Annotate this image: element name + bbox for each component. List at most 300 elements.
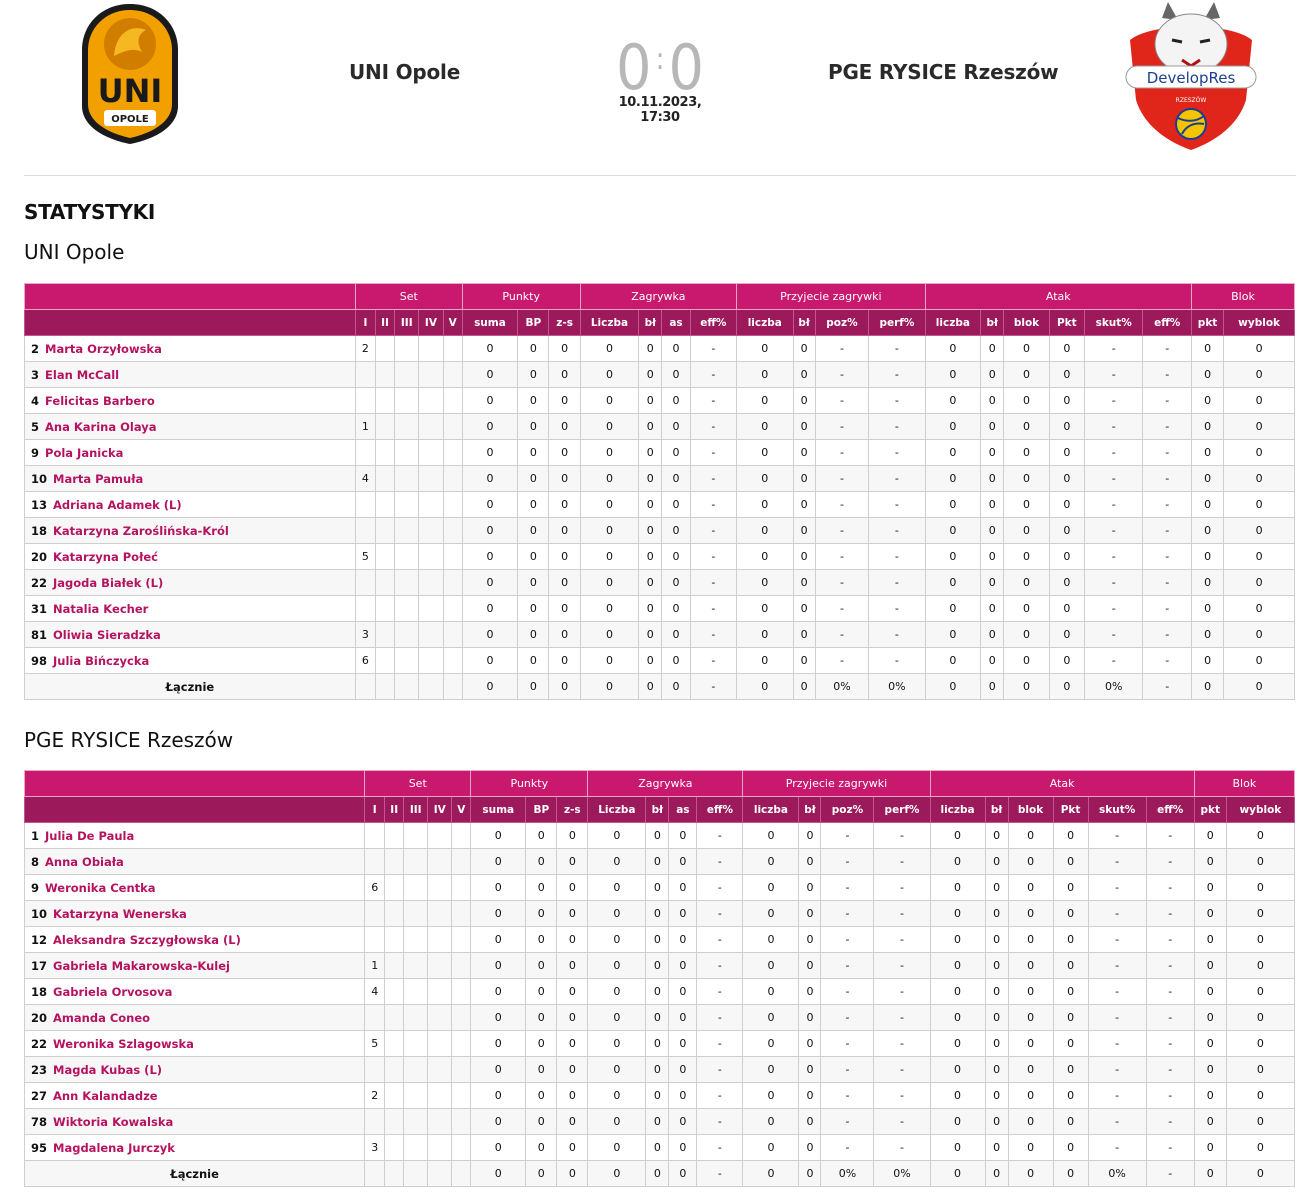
total-set-cell — [428, 1161, 452, 1187]
column-header[interactable]: suma — [462, 310, 517, 336]
column-header[interactable]: bł — [985, 797, 1008, 823]
uni-opole-logo[interactable] — [80, 2, 180, 146]
set-cell — [375, 544, 394, 570]
stat-cell: 0 — [1191, 362, 1223, 388]
stat-cell: - — [1088, 927, 1146, 953]
stat-cell: 0 — [1004, 466, 1049, 492]
stat-cell: - — [869, 518, 925, 544]
column-header[interactable]: bł — [799, 797, 821, 823]
stat-cell: 0 — [1008, 1135, 1053, 1161]
total-stat-cell: 0 — [662, 674, 690, 700]
set-cell: 1 — [365, 953, 385, 979]
player-name-link[interactable]: Oliwia Sieradzka — [53, 627, 161, 642]
stat-cell: - — [1143, 414, 1191, 440]
player-row — [25, 544, 1295, 570]
player-cell — [25, 823, 365, 849]
player-number: 95 — [31, 1140, 48, 1155]
column-header[interactable]: Liczba — [588, 797, 646, 823]
column-header[interactable]: as — [662, 310, 690, 336]
column-header[interactable]: bł — [639, 310, 662, 336]
column-header[interactable]: z-s — [549, 310, 580, 336]
stat-cell: 0 — [793, 648, 815, 674]
stat-cell: 0 — [985, 1135, 1008, 1161]
stat-cell: 0 — [462, 362, 517, 388]
stat-cell: 0 — [1049, 622, 1084, 648]
stat-cell: 0 — [1194, 979, 1226, 1005]
stat-cell: 0 — [557, 875, 588, 901]
player-row — [25, 518, 1295, 544]
stat-cell: 0 — [793, 336, 815, 362]
stat-cell: - — [874, 1109, 930, 1135]
column-header[interactable]: eff% — [1143, 310, 1191, 336]
player-name-link[interactable]: Aleksandra Szczygłowska (L) — [53, 932, 241, 947]
column-header[interactable]: III — [395, 310, 419, 336]
stat-cell: 0 — [930, 1083, 985, 1109]
stat-cell: 0 — [1224, 596, 1295, 622]
player-name-link[interactable]: Felicitas Barbero — [45, 393, 155, 408]
set-cell — [419, 648, 443, 674]
column-header[interactable]: liczba — [925, 310, 980, 336]
pge-rysice-logo[interactable] — [1122, 0, 1260, 152]
column-header[interactable]: skut% — [1084, 310, 1142, 336]
player-number: 3 — [31, 367, 40, 382]
total-stat-cell: 0 — [646, 1161, 669, 1187]
stat-cell: 0 — [1226, 1031, 1294, 1057]
player-name-link[interactable]: Jagoda Białek (L) — [53, 575, 164, 590]
player-cell — [25, 596, 356, 622]
stat-cell: 0 — [925, 362, 980, 388]
set-cell — [365, 901, 385, 927]
set-cell — [452, 1083, 471, 1109]
stat-cell: - — [869, 466, 925, 492]
column-header[interactable]: bł — [646, 797, 669, 823]
player-name-link[interactable]: Marta Orzyłowska — [45, 341, 162, 356]
stat-cell: 0 — [639, 362, 662, 388]
stat-cell: 0 — [1004, 544, 1049, 570]
stat-cell: 0 — [646, 875, 669, 901]
player-name-link[interactable]: Magda Kubas (L) — [53, 1062, 163, 1077]
set-cell — [395, 648, 419, 674]
player-number: 31 — [31, 601, 48, 616]
player-name-link[interactable]: Anna Obiała — [45, 854, 124, 869]
stat-cell: 0 — [1226, 1057, 1294, 1083]
stat-cell: 0 — [471, 1031, 526, 1057]
group-header: Set — [365, 771, 471, 797]
total-stat-cell: - — [1146, 1161, 1194, 1187]
set-cell — [443, 544, 462, 570]
player-name-link[interactable]: Julia De Paula — [45, 828, 135, 843]
player-row — [25, 492, 1295, 518]
header-divider — [24, 175, 1296, 176]
column-header[interactable]: wyblok — [1224, 310, 1295, 336]
column-header[interactable]: I — [355, 310, 375, 336]
stat-cell: 0 — [549, 336, 580, 362]
stat-cell: - — [690, 570, 736, 596]
total-stat-cell: 0 — [1194, 1161, 1226, 1187]
column-header[interactable]: eff% — [1146, 797, 1194, 823]
total-stat-cell: 0 — [799, 1161, 821, 1187]
set-cell — [375, 336, 394, 362]
stat-cell: - — [869, 388, 925, 414]
stat-cell: - — [821, 875, 874, 901]
stat-cell: 0 — [557, 1109, 588, 1135]
stat-cell: 0 — [1224, 388, 1295, 414]
stat-cell: 0 — [639, 544, 662, 570]
column-header[interactable]: Pkt — [1053, 797, 1088, 823]
stat-cell: 0 — [580, 440, 638, 466]
score-separator: : — [655, 42, 665, 77]
set-cell — [375, 362, 394, 388]
stat-cell: 0 — [662, 544, 690, 570]
set-cell — [395, 466, 419, 492]
total-stat-cell: 0 — [793, 674, 815, 700]
set-cell — [395, 362, 419, 388]
stat-cell: - — [1143, 466, 1191, 492]
set-cell — [419, 362, 443, 388]
column-header[interactable]: BP — [518, 310, 549, 336]
set-cell — [355, 388, 375, 414]
stat-cell: - — [1088, 953, 1146, 979]
stat-cell: - — [821, 823, 874, 849]
stat-cell: 0 — [646, 849, 669, 875]
total-stat-cell: 0 — [1008, 1161, 1053, 1187]
stat-cell: 0 — [1008, 901, 1053, 927]
stat-cell: 0 — [793, 388, 815, 414]
player-name-link[interactable]: Ana Karina Olaya — [45, 419, 157, 434]
stat-cell: - — [821, 927, 874, 953]
stat-cell: 0 — [1224, 414, 1295, 440]
column-header[interactable]: IV — [419, 310, 443, 336]
stat-cell: 0 — [557, 1083, 588, 1109]
stat-cell: 0 — [925, 492, 980, 518]
set-cell — [395, 440, 419, 466]
stat-cell: - — [1084, 414, 1142, 440]
stat-cell: 0 — [737, 466, 793, 492]
stat-cell: 0 — [662, 596, 690, 622]
set-cell — [452, 927, 471, 953]
stat-cell: 0 — [1053, 1083, 1088, 1109]
player-number: 1 — [31, 828, 40, 843]
player-name-link[interactable]: Gabriela Orvosova — [53, 984, 173, 999]
total-set-cell — [375, 674, 394, 700]
total-stat-cell: 0 — [930, 1161, 985, 1187]
stat-cell: 0 — [799, 1031, 821, 1057]
set-cell — [395, 570, 419, 596]
stat-cell: 0 — [669, 927, 697, 953]
stat-cell: - — [1088, 1057, 1146, 1083]
player-name-link[interactable]: Weronika Centka — [45, 880, 156, 895]
total-stat-cell: 0 — [925, 674, 980, 700]
player-row — [25, 1109, 1295, 1135]
player-number: 13 — [31, 497, 48, 512]
stat-cell: 0 — [981, 544, 1004, 570]
stat-cell: 0 — [1224, 336, 1295, 362]
player-name-link[interactable]: Ann Kalandadze — [53, 1088, 158, 1103]
column-header[interactable]: IV — [428, 797, 452, 823]
player-name-link[interactable]: Elan McCall — [45, 367, 120, 382]
set-cell: 5 — [355, 544, 375, 570]
stat-cell: 0 — [588, 875, 646, 901]
player-row — [25, 362, 1295, 388]
column-header[interactable]: liczba — [743, 797, 799, 823]
group-header: Blok — [1191, 284, 1294, 310]
away-score: 0 — [668, 31, 705, 104]
player-name-link[interactable]: Katarzyna Zaroślińska-Król — [53, 523, 229, 538]
column-header[interactable]: I — [365, 797, 385, 823]
stat-cell: 0 — [588, 823, 646, 849]
stat-cell: 0 — [1053, 849, 1088, 875]
stat-cell: 0 — [646, 823, 669, 849]
stat-cell: 0 — [981, 570, 1004, 596]
player-name-link[interactable]: Julia Bińczycka — [53, 653, 150, 668]
column-header[interactable]: eff% — [697, 797, 743, 823]
column-header[interactable]: V — [452, 797, 471, 823]
stat-cell: - — [1088, 849, 1146, 875]
set-cell — [375, 570, 394, 596]
set-cell — [428, 927, 452, 953]
column-header[interactable]: II — [385, 797, 404, 823]
player-name-link[interactable]: Katarzyna Wenerska — [53, 906, 187, 921]
stat-cell: 0 — [462, 414, 517, 440]
column-header[interactable]: perf% — [874, 797, 930, 823]
stat-cell: - — [869, 544, 925, 570]
stat-cell: 0 — [1049, 440, 1084, 466]
stat-cell: 0 — [549, 596, 580, 622]
player-number: 9 — [31, 445, 40, 460]
stat-cell: 0 — [1191, 622, 1223, 648]
team-heading-away: PGE RYSICE Rzeszów — [24, 728, 234, 752]
set-cell: 2 — [355, 336, 375, 362]
column-header[interactable]: skut% — [1088, 797, 1146, 823]
player-name-link[interactable]: Pola Janicka — [45, 445, 124, 460]
stat-cell: - — [815, 544, 868, 570]
total-stat-cell: 0% — [874, 1161, 930, 1187]
set-cell — [452, 875, 471, 901]
stat-cell: 0 — [518, 492, 549, 518]
total-stat-cell: 0 — [669, 1161, 697, 1187]
column-header[interactable]: BP — [526, 797, 557, 823]
set-cell: 2 — [365, 1083, 385, 1109]
stat-cell: 0 — [1008, 1005, 1053, 1031]
player-name-link[interactable]: Gabriela Makarowska-Kulej — [53, 958, 230, 973]
stat-cell: 0 — [1194, 1031, 1226, 1057]
total-stat-cell: 0 — [580, 674, 638, 700]
column-header[interactable]: pkt — [1194, 797, 1226, 823]
stat-cell: 0 — [518, 596, 549, 622]
stat-cell: - — [697, 1135, 743, 1161]
stat-cell: - — [1084, 336, 1142, 362]
stat-cell: 0 — [799, 953, 821, 979]
home-team-name[interactable]: UNI Opole — [349, 60, 461, 84]
column-header[interactable]: III — [404, 797, 428, 823]
column-header[interactable]: eff% — [690, 310, 736, 336]
player-row — [25, 570, 1295, 596]
stat-cell: 0 — [588, 979, 646, 1005]
column-header[interactable]: suma — [471, 797, 526, 823]
stat-cell: 0 — [737, 596, 793, 622]
set-cell: 6 — [365, 875, 385, 901]
stat-cell: 0 — [471, 979, 526, 1005]
stat-cell: 0 — [1053, 1135, 1088, 1161]
column-header[interactable]: Liczba — [580, 310, 638, 336]
stat-cell: 0 — [1053, 1005, 1088, 1031]
player-name-link[interactable]: Adriana Adamek (L) — [53, 497, 182, 512]
stat-cell: 0 — [793, 362, 815, 388]
player-name-link[interactable]: Weronika Szlagowska — [53, 1036, 194, 1051]
player-row — [25, 1135, 1295, 1161]
column-header[interactable]: z-s — [557, 797, 588, 823]
stat-cell: 0 — [981, 414, 1004, 440]
column-header[interactable]: blok — [1008, 797, 1053, 823]
stat-cell: - — [690, 336, 736, 362]
stat-cell: 0 — [737, 440, 793, 466]
stat-cell: 0 — [1224, 544, 1295, 570]
stat-cell: 0 — [526, 927, 557, 953]
stat-cell: - — [1084, 362, 1142, 388]
total-stat-cell: 0% — [1084, 674, 1142, 700]
player-subheader-blank — [25, 310, 356, 336]
stat-cell: - — [1084, 544, 1142, 570]
player-name-link[interactable]: Wiktoria Kowalska — [53, 1114, 174, 1129]
stat-cell: 0 — [737, 336, 793, 362]
player-number: 20 — [31, 1010, 48, 1025]
stat-cell: 0 — [588, 1057, 646, 1083]
set-cell — [395, 336, 419, 362]
player-number: 12 — [31, 932, 48, 947]
column-header[interactable]: pkt — [1191, 310, 1223, 336]
player-name-link[interactable]: Marta Pamuła — [53, 471, 144, 486]
stat-cell: 0 — [639, 388, 662, 414]
stat-cell: - — [815, 466, 868, 492]
total-stat-cell: 0 — [518, 674, 549, 700]
player-cell — [25, 362, 356, 388]
stat-cell: - — [874, 927, 930, 953]
stat-cell: - — [1084, 518, 1142, 544]
stat-cell: 0 — [471, 1005, 526, 1031]
total-set-cell — [395, 674, 419, 700]
set-cell — [385, 1083, 404, 1109]
group-header-row — [25, 284, 1295, 310]
stat-cell: 0 — [1191, 544, 1223, 570]
stat-cell: - — [874, 901, 930, 927]
column-header[interactable]: bł — [981, 310, 1004, 336]
stat-cell: 0 — [930, 823, 985, 849]
stats-table-home — [24, 283, 1295, 700]
stat-cell: 0 — [985, 1005, 1008, 1031]
stat-cell: 0 — [1191, 570, 1223, 596]
stat-cell: - — [690, 518, 736, 544]
stat-cell: - — [690, 622, 736, 648]
svg-text:UNI: UNI — [97, 72, 163, 110]
set-cell — [419, 518, 443, 544]
stat-cell: 0 — [1194, 1109, 1226, 1135]
stat-cell: 0 — [669, 1083, 697, 1109]
away-team-name[interactable]: PGE RYSICE Rzeszów — [828, 60, 1059, 84]
player-name-link[interactable]: Amanda Coneo — [53, 1010, 151, 1025]
player-row — [25, 440, 1295, 466]
column-header[interactable]: poz% — [815, 310, 868, 336]
stat-cell: 0 — [518, 570, 549, 596]
column-header[interactable]: blok — [1004, 310, 1049, 336]
column-header[interactable]: wyblok — [1226, 797, 1294, 823]
stat-cell: 0 — [1053, 1057, 1088, 1083]
column-header[interactable]: II — [375, 310, 394, 336]
stat-cell: 0 — [580, 414, 638, 440]
stat-cell: 0 — [925, 518, 980, 544]
player-number: 23 — [31, 1062, 48, 1077]
player-cell — [25, 1057, 365, 1083]
player-name-link[interactable]: Magdalena Jurczyk — [53, 1140, 175, 1155]
stat-cell: - — [1146, 1005, 1194, 1031]
player-row — [25, 979, 1295, 1005]
set-cell — [443, 518, 462, 544]
stat-cell: 0 — [518, 622, 549, 648]
total-stat-cell: - — [690, 674, 736, 700]
stat-cell: 0 — [526, 1109, 557, 1135]
player-cell — [25, 466, 356, 492]
stat-cell: 0 — [669, 1109, 697, 1135]
stat-cell: 0 — [669, 849, 697, 875]
stat-cell: 0 — [930, 849, 985, 875]
set-cell: 5 — [365, 1031, 385, 1057]
stat-cell: 0 — [1008, 1031, 1053, 1057]
set-cell — [365, 1005, 385, 1031]
player-cell — [25, 336, 356, 362]
player-cell — [25, 901, 365, 927]
player-subheader-blank — [25, 797, 365, 823]
set-cell — [375, 414, 394, 440]
stat-cell: 0 — [588, 1083, 646, 1109]
stat-cell: - — [697, 953, 743, 979]
stat-cell: 0 — [985, 1031, 1008, 1057]
stat-cell: 0 — [737, 570, 793, 596]
player-cell — [25, 1109, 365, 1135]
total-stat-cell: - — [697, 1161, 743, 1187]
set-cell — [404, 1057, 428, 1083]
column-header[interactable]: liczba — [930, 797, 985, 823]
player-name-link[interactable]: Natalia Kecher — [53, 601, 149, 616]
stat-cell: 0 — [669, 875, 697, 901]
player-name-link[interactable]: Katarzyna Połeć — [53, 549, 158, 564]
stat-cell: - — [697, 979, 743, 1005]
stat-cell: - — [821, 1109, 874, 1135]
stat-cell: - — [821, 901, 874, 927]
stat-cell: 0 — [1226, 823, 1294, 849]
stat-cell: 0 — [646, 1031, 669, 1057]
stat-cell: - — [690, 596, 736, 622]
stat-cell: 0 — [639, 622, 662, 648]
column-header[interactable]: V — [443, 310, 462, 336]
stat-cell: - — [874, 1083, 930, 1109]
set-cell — [419, 466, 443, 492]
set-cell — [385, 849, 404, 875]
stat-cell: - — [869, 570, 925, 596]
set-cell — [404, 979, 428, 1005]
column-header[interactable]: perf% — [869, 310, 925, 336]
stat-cell: 0 — [737, 492, 793, 518]
player-cell — [25, 414, 356, 440]
column-header[interactable]: Pkt — [1049, 310, 1084, 336]
total-stat-cell: 0 — [471, 1161, 526, 1187]
column-header[interactable]: as — [669, 797, 697, 823]
stat-cell: 0 — [1191, 440, 1223, 466]
column-header[interactable]: liczba — [737, 310, 793, 336]
column-header[interactable]: bł — [793, 310, 815, 336]
set-cell — [365, 849, 385, 875]
stat-cell: - — [1146, 901, 1194, 927]
column-header[interactable]: poz% — [821, 797, 874, 823]
stat-cell: 0 — [799, 927, 821, 953]
